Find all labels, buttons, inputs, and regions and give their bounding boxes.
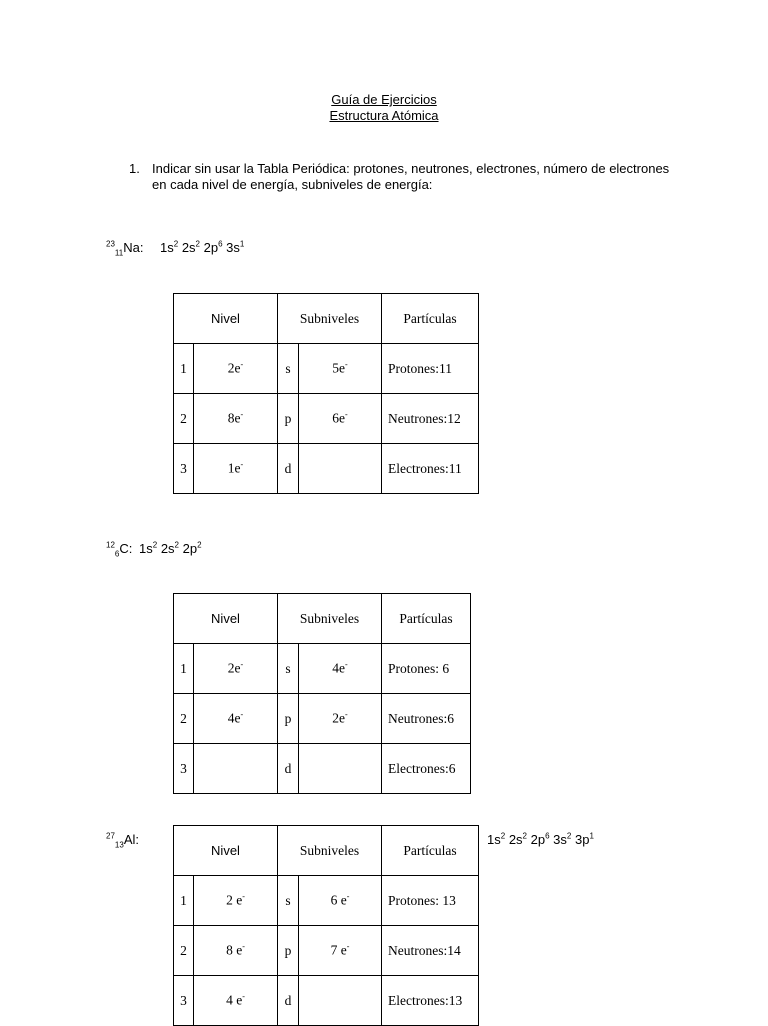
level-number: 3 [174,744,194,794]
sublevel-electrons [299,976,382,1026]
atom-table [173,293,479,494]
orbital-count: 2 [566,831,572,841]
atomic-number: 11 [114,248,124,258]
table-row [174,694,471,744]
table-row [174,444,479,494]
mass-number: 23 [106,239,115,249]
level-electrons: 8e- [194,394,278,444]
orbital: 3p [574,832,590,847]
page-subtitle: Estructura Atómica [329,108,439,123]
level-electrons: 1e- [194,444,278,494]
orbital: 3s [553,832,567,847]
orbital: 1s [487,832,501,847]
orbital-count: 1 [589,831,594,841]
orbital-count: 2 [173,239,179,249]
particle-count: Electrones:6 [382,744,471,794]
orbital-count: 6 [545,831,550,841]
orbital: 2s [181,240,196,255]
level-electrons: 2e- [194,644,278,694]
table-row [174,394,479,444]
sublevel-electrons [299,744,382,794]
question-number: 1. [129,161,140,176]
level-electrons: 2e- [194,344,278,394]
header-nivel: Nivel [174,594,278,644]
header-subniveles: Subniveles [278,294,382,344]
sublevel-electrons: 6 e- [299,876,382,926]
table-row [174,926,479,976]
orbital: 2s [508,832,523,847]
atomic-number: 13 [114,840,124,850]
orbital: 3s [226,240,240,255]
particle-count: Neutrones:14 [382,926,479,976]
particle-count: Electrones:11 [382,444,479,494]
table-row [174,644,471,694]
atomic-number: 6 [114,549,120,559]
level-electrons: 8 e- [194,926,278,976]
element-label [106,832,139,848]
page-title: Guía de Ejercicios [331,92,437,107]
orbital-count: 1 [239,239,245,249]
orbital: 2s [160,541,175,556]
table-header-row [174,594,471,644]
level-electrons: 2 e- [194,876,278,926]
element-label [106,541,132,557]
sublevel-electrons: 2e- [299,694,382,744]
particle-count: Protones: 6 [382,644,471,694]
orbital: 2p [530,832,546,847]
sublevel: s [278,644,299,694]
sublevel: p [278,394,299,444]
header-particulas: Partículas [382,594,471,644]
mass-number: 27 [106,831,115,841]
element-symbol: C: [119,541,133,556]
table-row [174,976,479,1026]
header-particulas: Partículas [382,826,479,876]
particle-count: Neutrones:12 [382,394,479,444]
header-subniveles: Subniveles [278,826,382,876]
table-header-row [174,826,479,876]
element-symbol: Al: [123,832,139,847]
level-number: 1 [174,644,194,694]
orbital-count: 2 [174,540,179,550]
table-row [174,876,479,926]
header-nivel: Nivel [174,294,278,344]
sublevel-electrons: 7 e- [299,926,382,976]
particle-count: Protones: 13 [382,876,479,926]
electron-configuration [487,832,594,848]
level-number: 1 [174,344,194,394]
electron-configuration [160,240,244,256]
sublevel: s [278,876,299,926]
atom-table [173,825,479,1026]
sublevel-electrons: 5e- [299,344,382,394]
level-number: 1 [174,876,194,926]
element-symbol: Na: [123,240,144,255]
sublevel: s [278,344,299,394]
level-electrons: 4e- [194,694,278,744]
orbital-count: 2 [500,831,506,841]
header-nivel: Nivel [174,826,278,876]
sublevel-electrons: 6e- [299,394,382,444]
header-particulas: Partículas [382,294,479,344]
level-electrons: 4 e- [194,976,278,1026]
orbital-count: 2 [197,540,202,550]
particle-count: Neutrones:6 [382,694,471,744]
orbital-count: 2 [195,239,200,249]
level-number: 3 [174,444,194,494]
particle-count: Electrones:13 [382,976,479,1026]
mass-number: 12 [106,540,115,550]
orbital: 2p [203,240,219,255]
sublevel: p [278,926,299,976]
sublevel: d [278,444,299,494]
table-row [174,744,471,794]
particle-count: Protones:11 [382,344,479,394]
sublevel-electrons [299,444,382,494]
orbital: 1s [160,240,174,255]
orbital: 2p [182,541,198,556]
orbital-count: 6 [218,239,223,249]
orbital-count: 2 [522,831,527,841]
sublevel: d [278,744,299,794]
table-header-row [174,294,479,344]
level-number: 2 [174,926,194,976]
level-number: 2 [174,394,194,444]
element-label [106,240,143,256]
electron-configuration [139,541,202,557]
level-number: 3 [174,976,194,1026]
sublevel: d [278,976,299,1026]
level-number: 2 [174,694,194,744]
orbital-count: 2 [152,540,158,550]
question-text: Indicar sin usar la Tabla Periódica: protones, neutrones, electrones, número de electrones en cada nivel de energía, subniveles de energía: [152,161,670,192]
sublevel: p [278,694,299,744]
table-row [174,344,479,394]
orbital: 1s [139,541,153,556]
level-electrons [194,744,278,794]
sublevel-electrons: 4e- [299,644,382,694]
atom-table [173,593,471,794]
header-subniveles: Subniveles [278,594,382,644]
